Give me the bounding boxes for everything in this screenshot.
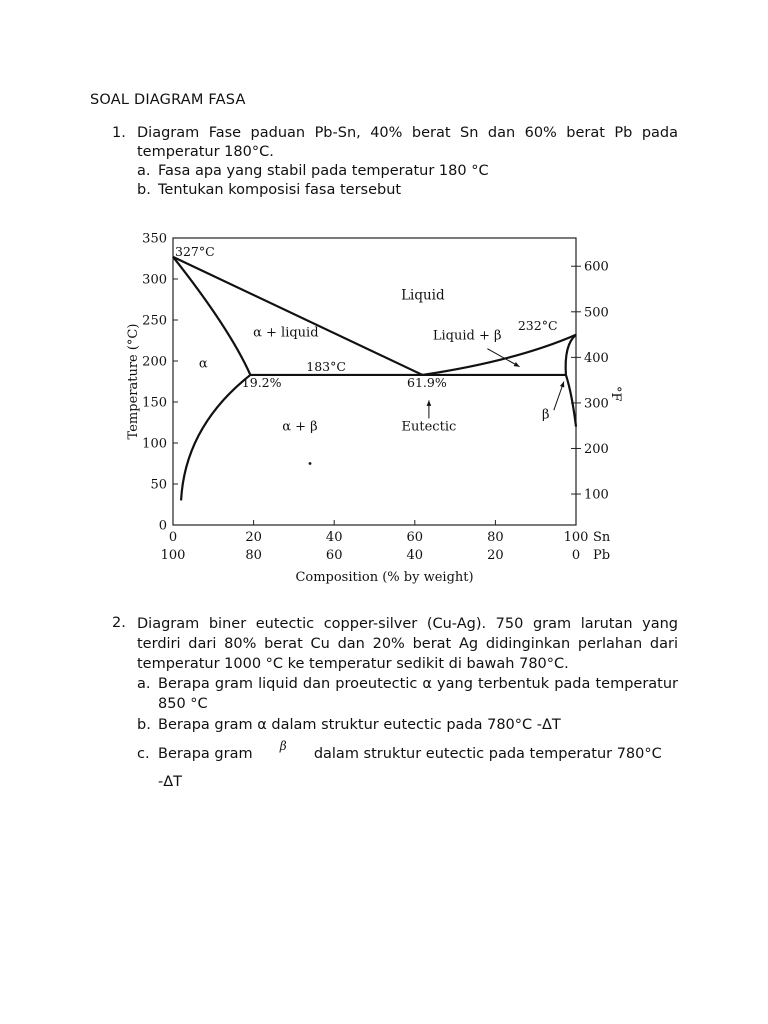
document-title: SOAL DIAGRAM FASA (90, 92, 246, 108)
sub-text: Berapa gram α dalam struktur eutectic pada 780°C -ΔT (158, 717, 561, 733)
sub-label: b. (137, 717, 151, 733)
question-number: 2. (112, 615, 126, 631)
x-axis-label: Composition (% by weight) (295, 570, 474, 585)
sub-question-b (137, 181, 678, 200)
right-tick-label: 200 (584, 441, 609, 457)
x-tick-label-sn: 60 (406, 530, 424, 545)
label-sn-melting: 232°C (517, 317, 558, 333)
x-tick-label-sn: 80 (487, 530, 504, 545)
sub-question-b (137, 715, 678, 735)
y-tick-label: 350 (142, 231, 167, 247)
x-tick-label-pb: 40 (406, 548, 424, 563)
sub-label: c. (137, 746, 150, 762)
label-alpha-beta: α + β (282, 419, 318, 435)
arrow-beta-head (560, 382, 564, 388)
x-tick-label-pb: 60 (325, 548, 343, 563)
right-tick-label: 500 (584, 305, 609, 321)
label-alpha-limit: 19.2% (241, 375, 282, 391)
label-beta: β (542, 407, 550, 423)
question-text: Diagram Fase paduan Pb-Sn, 40% berat Sn dan 60% berat Pb pada temperatur 180°C. (137, 125, 678, 160)
right-axis-label: °F (608, 386, 623, 402)
beta-symbol: β (279, 739, 287, 753)
label-alpha: α (198, 356, 208, 372)
label-eutectic: Eutectic (401, 419, 457, 435)
solidus-beta (566, 335, 576, 375)
sub-text-post: dalam struktur eutectic pada temperatur 780°C -ΔT (158, 746, 662, 790)
solvus-beta (566, 375, 576, 427)
x-sn-label: Sn (593, 530, 611, 545)
stray-dot (309, 462, 312, 465)
y-tick-label: 100 (142, 436, 167, 452)
y-tick-label: 300 (142, 272, 167, 288)
y-tick-label: 50 (150, 477, 167, 493)
right-tick-label: 600 (584, 259, 609, 275)
label-eutectic-temp: 183°C (306, 358, 346, 374)
right-tick-label: 300 (584, 396, 609, 412)
question-text: Diagram biner eutectic copper-silver (Cu-Ag). 750 gram larutan yang terdiri dari 80% berat Cu dan 20% berat Ag didinginkan perlahan dari temperatur 1000 °C ke temperatur sedikit di bawah 780°C. (137, 616, 678, 672)
sub-text-pre: Berapa gram (158, 746, 253, 762)
y-tick-label: 0 (158, 518, 167, 534)
phase-diagram-svg (120, 226, 623, 596)
y-tick-label: 200 (142, 354, 167, 370)
sub-question-a (137, 162, 678, 181)
sub-label: a. (137, 163, 151, 179)
question-number: 1. (112, 125, 126, 141)
y-axis-label: Temperature (°C) (126, 323, 141, 440)
label-pb-melting: 327°C (175, 244, 215, 260)
x-tick-label-pb: 20 (487, 548, 504, 563)
right-tick-label: 100 (584, 487, 609, 503)
label-alpha-liquid: α + liquid (253, 325, 319, 341)
x-pb-label: Pb (593, 548, 611, 563)
liquidus-line-left (173, 257, 422, 375)
question-2 (112, 614, 678, 796)
label-liquid: Liquid (401, 287, 445, 304)
sub-label: a. (137, 676, 151, 692)
x-tick-label-sn: 0 (168, 530, 178, 545)
solvus-alpha (181, 375, 250, 500)
right-tick-label: 400 (584, 350, 609, 366)
x-tick-label-sn: 20 (245, 530, 262, 545)
x-tick-label-sn: 40 (325, 530, 343, 545)
plot-frame (173, 238, 576, 525)
sub-label: b. (137, 182, 151, 198)
sub-question-c (137, 740, 678, 796)
x-tick-label-pb: 80 (245, 548, 262, 563)
x-tick-label-sn: 100 (563, 530, 589, 545)
sub-text: Berapa gram liquid dan proeutectic α yang terbentuk pada temperatur 850 °C (158, 676, 678, 712)
arrow-eutectic-head (427, 400, 432, 406)
label-eutectic-comp: 61.9% (407, 375, 447, 391)
y-tick-label: 150 (142, 395, 167, 411)
arrow-liquid-beta (487, 349, 519, 367)
sub-question-a (137, 674, 678, 714)
x-tick-label-pb: 0 (571, 548, 581, 563)
sub-text: Tentukan komposisi fasa tersebut (158, 182, 402, 198)
x-tick-label-pb: 100 (160, 548, 186, 563)
sub-text: Fasa apa yang stabil pada temperatur 180 °C (158, 163, 489, 179)
y-tick-label: 250 (142, 313, 167, 329)
label-liquid-beta: Liquid + β (432, 328, 502, 344)
question-1 (112, 124, 678, 200)
phase-diagram (120, 226, 623, 596)
